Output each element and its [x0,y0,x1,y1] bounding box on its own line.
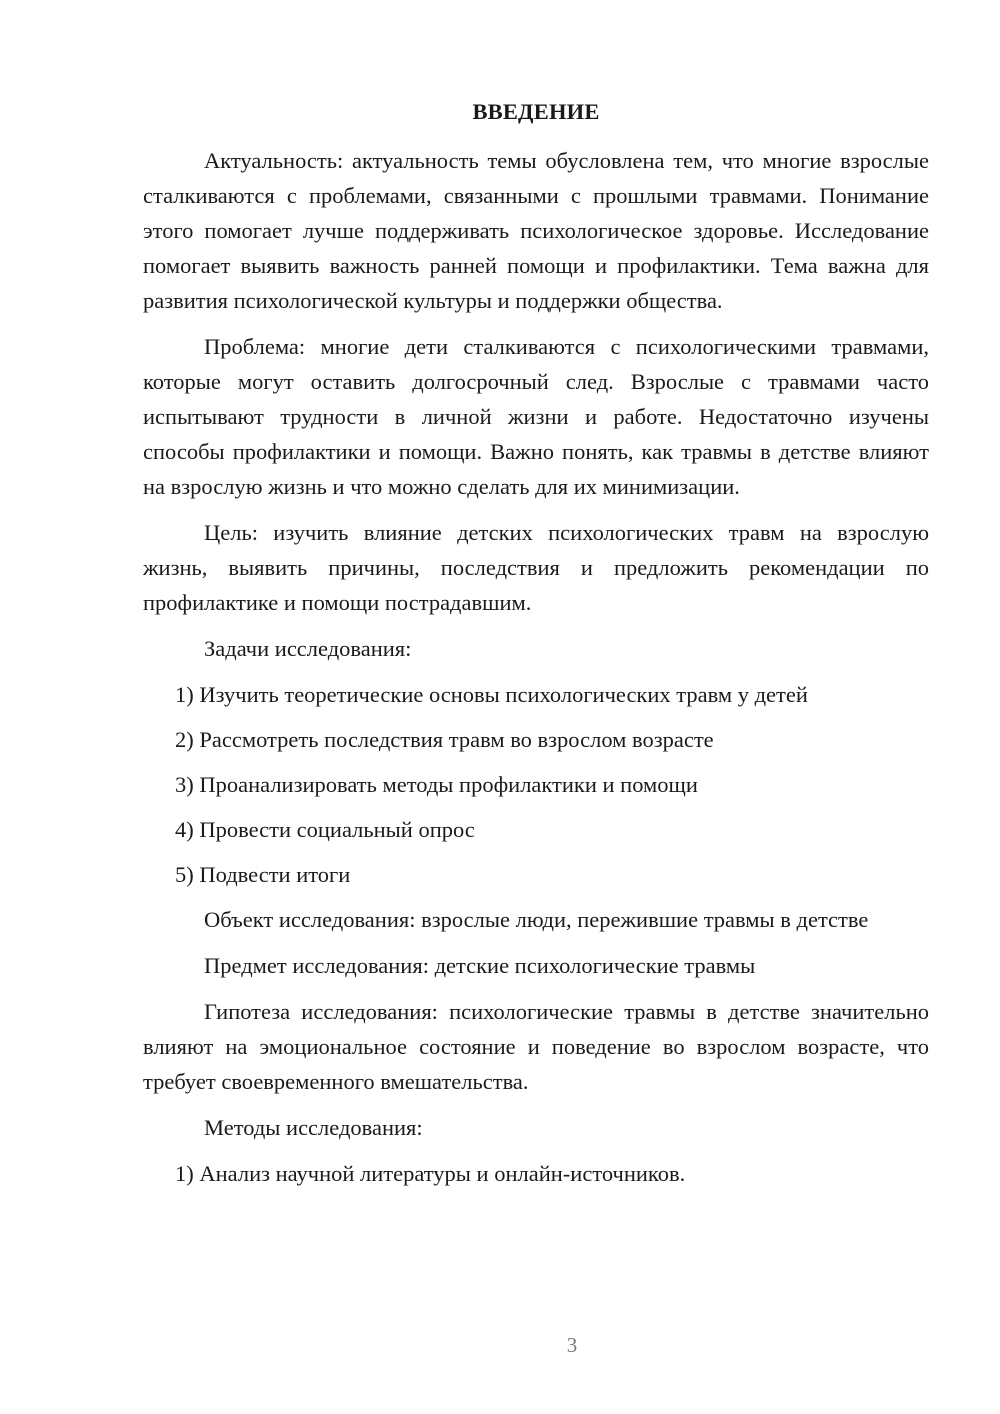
tasks-list [143,677,929,892]
object-paragraph: Объект исследования: взрослые люди, пережившие травмы в детстве [204,907,869,932]
task-item: 4) Провести социальный опрос [175,817,475,842]
task-item: 2) Рассмотреть последствия травм во взрослом возрасте [175,727,714,752]
problem-paragraph: Проблема: многие дети сталкиваются с психологическими травмами, которые могут оставить долгосрочный след. Взрослые с травмами часто испытывают трудности в личной жизни и работе. Недостаточно изучены способы профилактики и помощи. Важно понять, как травмы в детстве влияют на взрослую жизнь и что можно сделать для их минимизации. [143,334,929,499]
method-item: 1) Анализ научной литературы и онлайн-источников. [175,1161,686,1186]
task-item: 1) Изучить теоретические основы психологических травм у детей [175,682,808,707]
page-number: 3 [566,1333,578,1357]
section-title: ВВЕДЕНИЕ [472,99,600,124]
page-content [143,94,929,1201]
methods-heading: Методы исследования: [204,1115,423,1140]
task-item: 3) Проанализировать методы профилактики и помощи [175,772,698,797]
subject-paragraph: Предмет исследования: детские психологические травмы [204,953,756,978]
hypothesis-paragraph: Гипотеза исследования: психологические травмы в детстве значительно влияют на эмоциональное состояние и поведение во взрослом возрасте, что требует своевременного вмешательства. [143,999,929,1094]
goal-paragraph: Цель: изучить влияние детских психологических травм на взрослую жизнь, выявить причины, последствия и предложить рекомендации по профилактике и помощи пострадавшим. [143,520,929,615]
task-item: 5) Подвести итоги [175,862,351,887]
methods-list [143,1156,929,1191]
relevance-paragraph: Актуальность: актуальность темы обусловлена тем, что многие взрослые сталкиваются с проблемами, связанными с прошлыми травмами. Понимание этого помогает лучше поддерживать психологическое здоровье. Исследование помогает выявить важность ранней помощи и профилактики. Тема важна для развития психологической культуры и поддержки общества. [143,148,929,313]
tasks-heading: Задачи исследования: [204,636,412,661]
